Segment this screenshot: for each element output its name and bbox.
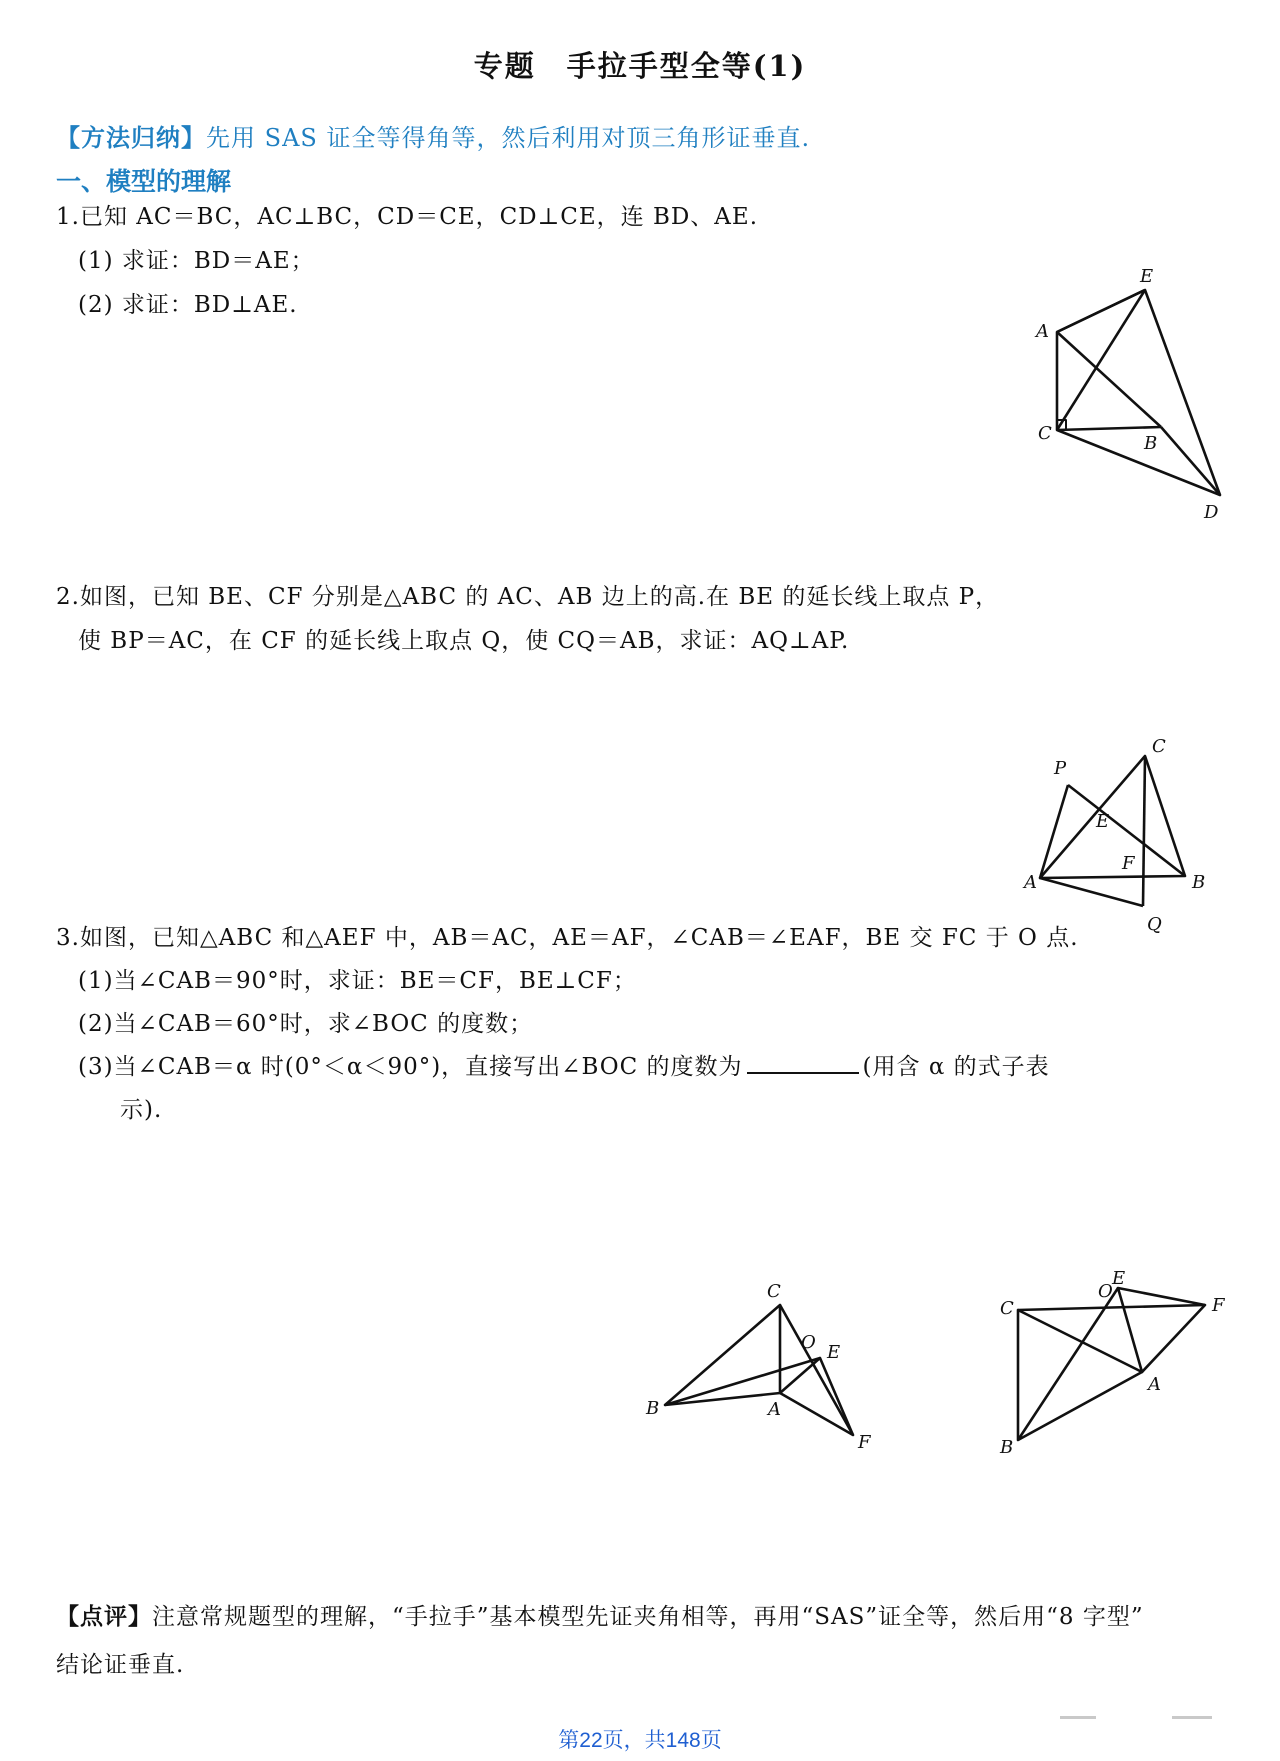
- p2-label-a: A: [1024, 872, 1037, 893]
- problem3-q3: [78, 1048, 1050, 1081]
- p2-label-f: F: [1122, 853, 1135, 874]
- p3r-label-a: A: [1148, 1374, 1161, 1395]
- p2-label-p: P: [1054, 758, 1067, 779]
- problem3-q3-after: (用含 α 的式子表: [862, 1054, 1050, 1080]
- p2-label-e: E: [1096, 811, 1110, 832]
- problem2-figure: [1010, 736, 1230, 940]
- comment-tag: 【点评】: [56, 1603, 152, 1630]
- page-footer: 第22页，共148页: [558, 1729, 722, 1752]
- method-text: 先用 SAS 证全等得角等，然后利用对顶三角形证垂直.: [206, 124, 811, 152]
- p3l-label-e: E: [827, 1342, 841, 1363]
- answer-blank: [747, 1052, 859, 1074]
- p3r-edge-cf: [1018, 1305, 1205, 1310]
- section-title: 一、模型的理解: [56, 167, 232, 196]
- p3r-label-c: C: [1000, 1298, 1014, 1319]
- p3r-label-o: O: [1098, 1281, 1113, 1302]
- p1-label-c: C: [1038, 423, 1052, 444]
- p3l-edge-cf: [780, 1305, 853, 1435]
- p3l-label-b: B: [646, 1398, 660, 1419]
- p3l-label-a: A: [768, 1399, 781, 1420]
- p1-label-d: D: [1204, 502, 1219, 523]
- p3r-label-e: E: [1112, 1268, 1126, 1289]
- p3r-label-b: B: [1000, 1437, 1014, 1458]
- page-title: 专题 手拉手型全等(1): [473, 49, 807, 83]
- p1-label-b: B: [1144, 433, 1158, 454]
- p3l-label-c: C: [767, 1281, 781, 1302]
- p1-edge-cb: [1057, 427, 1161, 430]
- problem1-stem: 1.已知 AC＝BC，AC⊥BC，CD＝CE，CD⊥CE，连 BD、AE.: [56, 204, 759, 230]
- p2-label-q: Q: [1147, 914, 1162, 935]
- p2-label-b: B: [1192, 872, 1206, 893]
- problem3-stem: 3.如图，已知△ABC 和△AEF 中，AB＝AC，AE＝AF，∠CAB＝∠EAF，BE 交 FC 于 O 点.: [56, 925, 1079, 951]
- p2-label-c: C: [1152, 736, 1166, 757]
- p2-edge-pa: [1040, 785, 1068, 878]
- p3r-label-f: F: [1212, 1295, 1225, 1316]
- problem3-q3-cont: 示).: [120, 1097, 163, 1123]
- p1-label-e: E: [1140, 266, 1154, 287]
- p3l-triangle-abc: [665, 1305, 780, 1405]
- p3r-triangle-abc: [1018, 1310, 1142, 1440]
- method-tag: 【方法归纳】: [56, 123, 206, 152]
- problem2-line1: 2.如图，已知 BE、CF 分别是△ABC 的 AC、AB 边上的高.在 BE 的延长线上取点 P，: [56, 584, 1000, 610]
- comment-line2: 结论证垂直.: [56, 1652, 185, 1678]
- p3r-triangle-aef: [1118, 1288, 1205, 1372]
- method-summary: [56, 118, 810, 153]
- problem3-figure-right: [1000, 1270, 1240, 1460]
- problem3-q1: (1)当∠CAB＝90°时，求证：BE＝CF，BE⊥CF；: [78, 968, 637, 994]
- p1-label-a: A: [1036, 321, 1049, 342]
- comment-text1: 注意常规题型的理解，“手拉手”基本模型先证夹角相等，再用“SAS”证全等，然后用“8 字型”: [152, 1604, 1144, 1630]
- scan-mark-1: [1060, 1716, 1096, 1719]
- problem3-q3-before: (3)当∠CAB＝α 时(0°＜α＜90°)，直接写出∠BOC 的度数为: [78, 1054, 743, 1080]
- scan-mark-2: [1172, 1716, 1212, 1719]
- p3l-label-o: O: [801, 1332, 816, 1353]
- p3l-label-f: F: [858, 1432, 871, 1453]
- problem1-figure: [1030, 260, 1230, 530]
- problem3-q2: (2)当∠CAB＝60°时，求∠BOC 的度数；: [78, 1011, 534, 1037]
- p2-edge-aq: [1040, 878, 1143, 906]
- problem1-q1: (1) 求证：BD＝AE；: [78, 248, 315, 274]
- p2-edge-cq: [1143, 756, 1145, 906]
- problem1-q2: (2) 求证：BD⊥AE.: [78, 292, 298, 318]
- problem2-line2: 使 BP＝AC，在 CF 的延长线上取点 Q，使 CQ＝AB，求证：AQ⊥AP.: [78, 628, 850, 654]
- p1-edge-bd: [1161, 427, 1220, 495]
- problem3-figure-left: [640, 1270, 880, 1453]
- comment-line1: [56, 1598, 1144, 1631]
